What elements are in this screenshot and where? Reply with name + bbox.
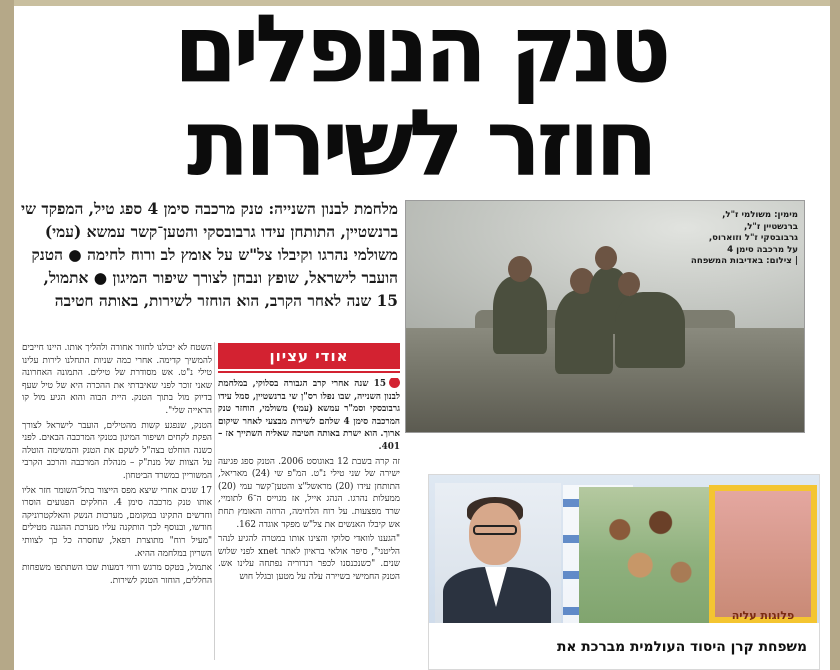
soldier-figure [493,276,547,354]
soldier-head [618,272,640,296]
subheadline-part-2: הטנק הועבר לישראל, שופץ ונבחן לצורך שיפור המיגון [31,246,398,287]
headline [20,0,820,197]
column-divider [214,342,215,660]
headline-line-1: טנק הנופלים [173,0,667,105]
headline-line-2: חוזר לשירות [186,90,654,197]
photo-credit: | צילום: באדיבות המשפחה [690,256,798,266]
author-byline: אודי עציון [218,343,400,369]
article-lead-text: 15 שנה אחרי קרב הגבורה בסלוקי, במלחמת לבנון השנייה, שבו נפלו רס"ן שי ברנשטיין, סמל עידו גרבובסקי וסמ"ר עמשא (עמי) משולמי, הוחזר טנק המרכבה סימן 4 שלהם לשירות מבצעי לאחר שיקום ארוך. הוא ישרת באותה חטיבה שאליה השתייך אז – 401. [218,379,400,452]
caption-line: מימין: משולמי ז"ל, [722,210,798,220]
article-paragraph: "הגענו לוואדי סלוקי והצינו אותו במטרה להגיע לנהר הליטני", סיפר אולאי בראיון לאתר xnet לפני שלוש שנים. "כשנכנסנו לכפר רנדוריה נפתחה עלינו אש. הטנק החמישי בשיירה עלה על מטען ובגלל חוש [218,534,400,582]
article-marker-icon [389,378,400,388]
ad-children-photo [579,487,715,629]
caption-line: על מרכבה סימן 4 [727,244,798,255]
bullet-icon: ● [68,246,82,264]
soldier-figure [615,292,685,368]
right-frame-strip [830,0,840,670]
advertisement[interactable] [428,474,820,670]
article-column-left [22,342,212,660]
caption-line: ברנשטיין ז"ל, [743,221,798,232]
tank-crew-photo [405,200,805,433]
subheadline-part-3: אתמול, 15 שנה לאחר הקרב, הוא הוחזר לשירות, באותה חטיבה [43,269,398,310]
subheadline-part-1: מלחמת לבנון השנייה: טנק מרכבה סימן 4 ספג טיל, המפקד שי ברנשטיין, התותחן עידו גרבובסקי והטען־קשר עמשא (עמי) משולמי נהרגו וקיבלו צל"ש על אומץ לב ורוח לחימה [21,200,398,264]
ad-tagline: משפחת קרן היסוד העולמית מברכת את [429,629,820,670]
ad-photo-frame [709,485,817,623]
caption-line: גרבובסקי ז"ל וזוארוס, [708,233,798,243]
byline-rule [218,371,400,373]
article-paragraph: הטנק, שנפגע קשות מהטילים, הועבר לישראל לצורך הפקת לקחים ושיפור המיגון בטנקי המרכבה הבאים. לפני כשנה הוחלט בצה"ל לשקם את הטנק והמשימה הוטלה על הצוות של מנת"ק – מנהלת המרכבה והרכב הקרבי המשוריין במשרד הביטחון. [22,420,212,481]
article-paragraph: אתמול, בטקס מרגש ורווי דמעות שבו השתתפו משפחות החללים, הוחזר הטנק לשירות. [22,563,212,586]
ad-frame-caption: פלוגות עליה [731,609,795,622]
article-paragraph: השטח לא יכולנו לחזור אחורה ולהליך אותו. היינו חייבים להמשיך קדימה. אחרי כמה שניות התחלנו לירות עלינו טילי נ"ט. אש מסודרת של טילים. התמונה האחרונה שאני זוכר לפני שאיבדתי את ההכרה היא של טיל שעף בדיוק מול בתוך הטנק. היית הבוה והוא הגיע מול קו הראייה שלי". [22,343,212,416]
subheadline [20,198,398,338]
article-column-right [218,378,400,662]
article-paragraph: זה קרה בשבת 12 באוגוסט 2006. הטנק ספג פגיעה ישירה של שני טילי נ"ט. המ"פ שי (24) מאריאל, התותחן עידו (20) מראשל"צ והטען־קשר עמי (20) ממעלות נהרגו. הנהג אייל, אז מגוייס ה־6 לתומיי, שרד מפצעות. על רוח הלחימה, הרוזה והאומץ תחת אש קיבלו האנשים את צל"ש מפקד אוגדה 162. [218,456,400,530]
article-lead [218,378,400,454]
left-frame-strip [0,0,14,670]
bullet-icon: ● [93,269,108,287]
glasses-icon [473,525,517,535]
photo-caption [405,210,800,266]
article-paragraph: 17 שנים אחרי שיצא מפס הייצור בתל־השומר חזר אליו אותו טנק מרכבה סימן 4. החלקים הפגועים הוסרו וחדשים התקינו במקומם, מערכות הנשק והאלקטרוניקה חודשו, ובנוסף לכך הותקנה עליו מערכת ההגנה מטילים "מעיל רוח" מתוצרת רפאל, שחסרה כל כך לצוותי השריון במלחמה ההיא. [22,485,212,559]
